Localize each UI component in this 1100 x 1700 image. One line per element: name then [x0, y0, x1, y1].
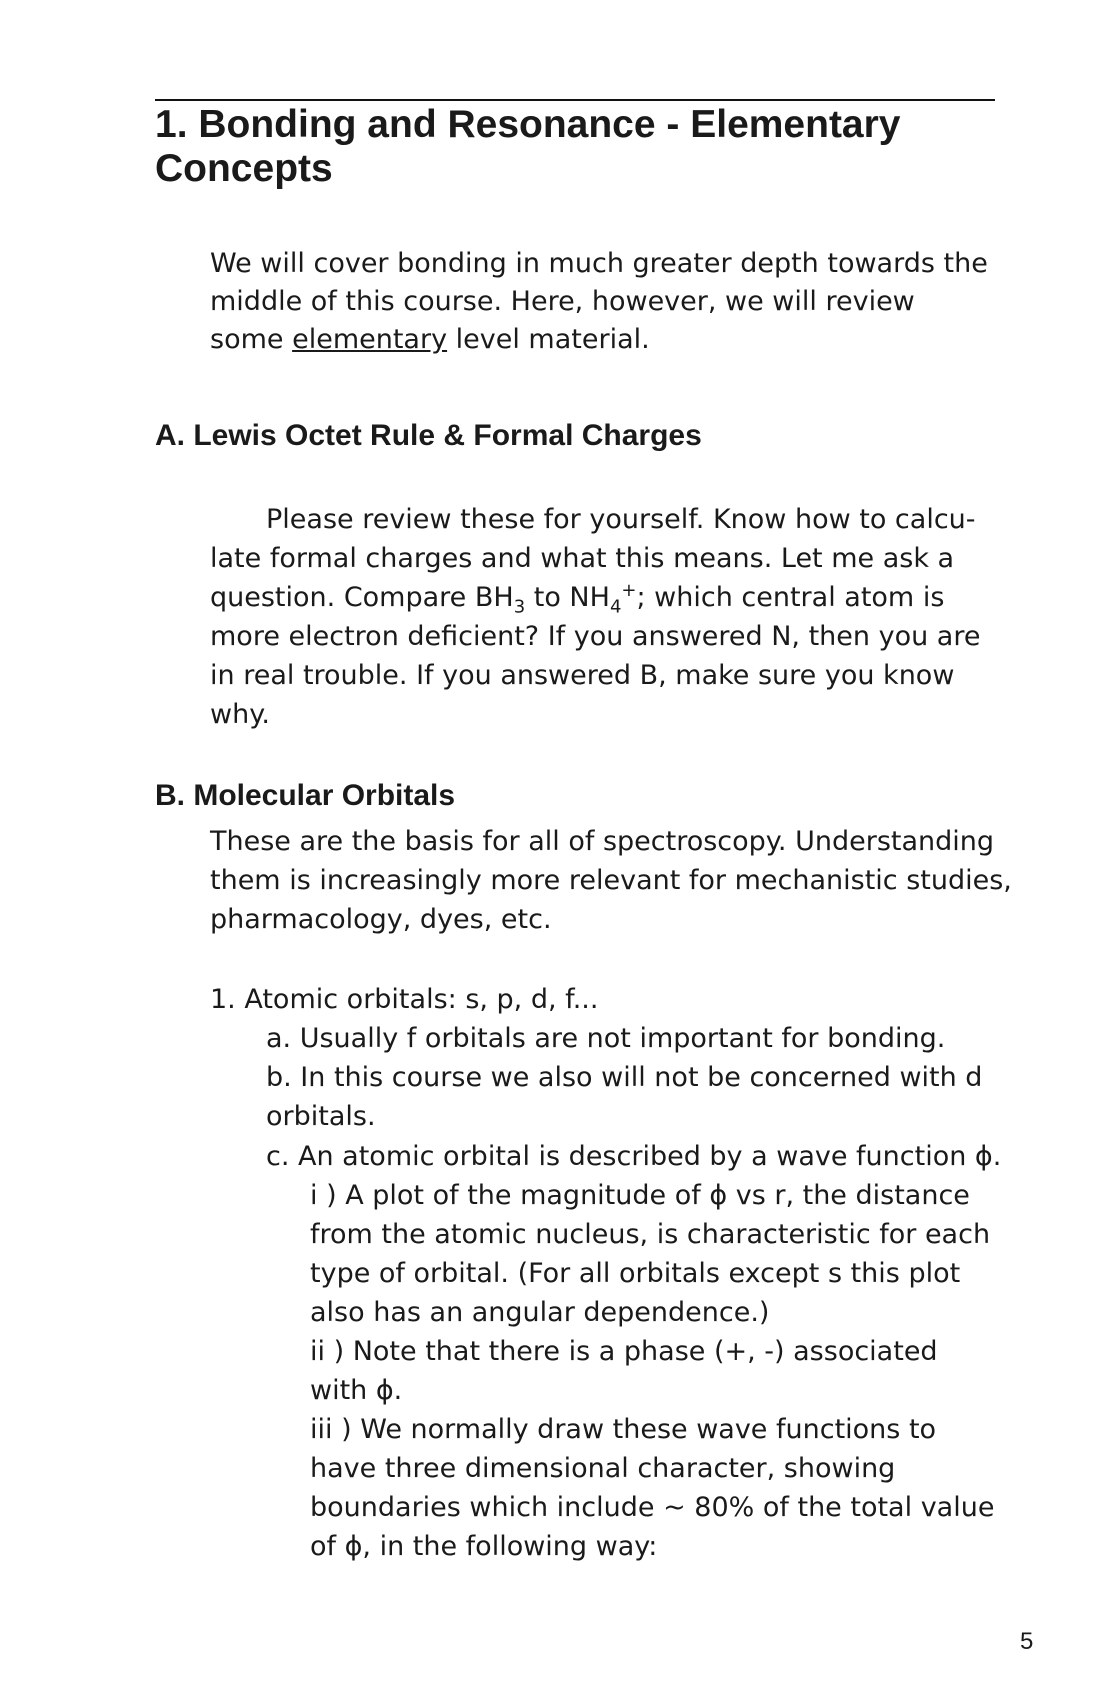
outline-item-iii-cont: have three dimensional character, showing	[310, 1453, 896, 1484]
section-a-line	[210, 578, 944, 618]
page-number: 5	[1020, 1628, 1034, 1655]
section-b-line: them is increasingly more relevant for mechanistic studies,	[210, 865, 1012, 896]
outline-item-b: b. In this course we also will not be concerned with d	[266, 1062, 983, 1093]
chapter-title-line1: 1. Bonding and Resonance - Elementary	[155, 103, 901, 146]
outline-item-b-cont: orbitals.	[266, 1101, 376, 1132]
section-a-line: late formal charges and what this means. Let me ask a	[210, 543, 955, 574]
section-b-heading: B. Molecular Orbitals	[155, 779, 456, 812]
section-a-line: Please review these for yourself. Know how to calcu-	[266, 504, 976, 535]
section-a-text: to NH	[525, 582, 610, 613]
underlined-word: elementary	[292, 324, 448, 355]
outline-item-i-cont: from the atomic nucleus, is characteristic for each	[310, 1219, 991, 1250]
outline-item-ii-cont: with ϕ.	[310, 1375, 403, 1406]
outline-item-a: a. Usually f orbitals are not important for bonding.	[266, 1023, 946, 1054]
section-a-text: question. Compare BH	[210, 582, 514, 613]
intro-line	[210, 320, 650, 360]
outline-item-i-cont: also has an angular dependence.)	[310, 1297, 770, 1328]
intro-text: level material.	[447, 324, 650, 355]
section-b-line: These are the basis for all of spectroscopy. Understanding	[210, 826, 995, 857]
subscript: 4	[609, 596, 622, 618]
subscript: 3	[513, 596, 526, 618]
intro-line: We will cover bonding in much greater depth towards the	[210, 248, 988, 279]
header-rule	[155, 99, 995, 101]
outline-item-i: i ) A plot of the magnitude of ϕ vs r, the distance	[310, 1180, 970, 1211]
intro-line: middle of this course. Here, however, we will review	[210, 286, 915, 317]
chapter-title	[155, 103, 995, 191]
outline-item-iii: iii ) We normally draw these wave functions to	[310, 1414, 937, 1445]
intro-text: some	[210, 324, 293, 355]
section-b-line: pharmacology, dyes, etc.	[210, 904, 552, 935]
outline-item-i-cont: type of orbital. (For all orbitals except s this plot	[310, 1258, 961, 1289]
outline-item-1: 1. Atomic orbitals: s, p, d, f...	[210, 984, 599, 1015]
section-a-heading: A. Lewis Octet Rule & Formal Charges	[155, 419, 702, 452]
outline-item-c: c. An atomic orbital is described by a wave function ϕ.	[266, 1141, 1002, 1172]
superscript: +	[621, 580, 637, 601]
outline-item-iii-cont: of ϕ, in the following way:	[310, 1531, 658, 1562]
section-a-line: why.	[210, 699, 270, 730]
chapter-title-line2: Concepts	[155, 147, 333, 190]
section-a-text: ; which central atom is	[636, 582, 945, 613]
outline-item-iii-cont: boundaries which include ~ 80% of the total value	[310, 1492, 995, 1523]
section-a-line: in real trouble. If you answered B, make sure you know	[210, 660, 955, 691]
outline-item-ii: ii ) Note that there is a phase (+, -) associated	[310, 1336, 938, 1367]
section-a-line: more electron deficient? If you answered N, then you are	[210, 621, 981, 652]
